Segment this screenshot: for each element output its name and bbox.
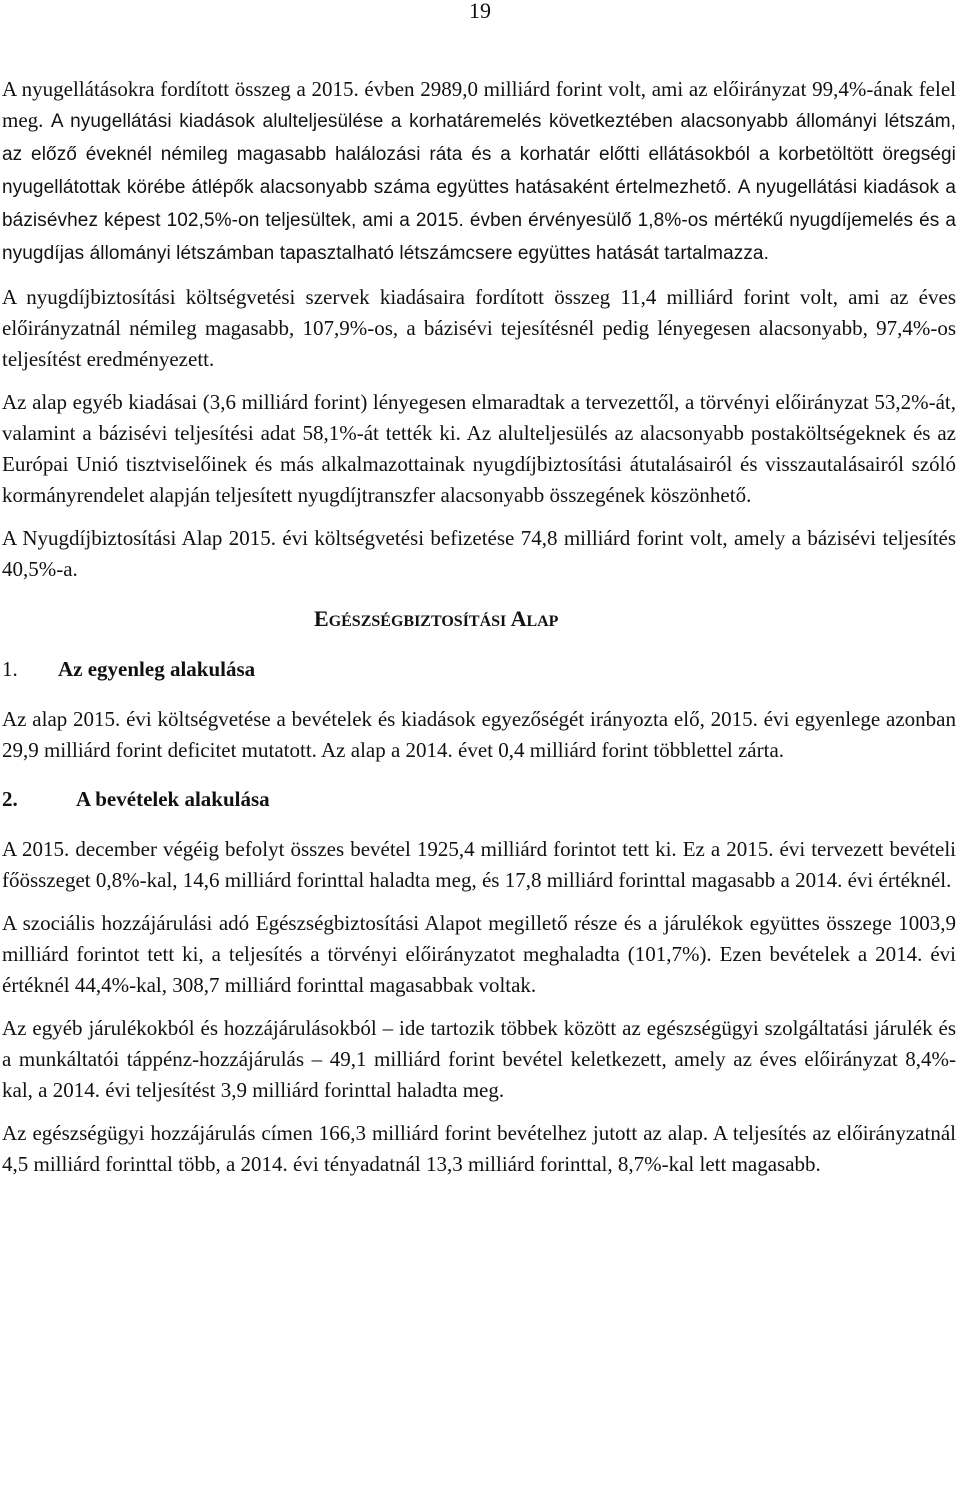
heading-revenues xyxy=(2,784,956,814)
paragraph-other-expenditure: Az alap egyéb kiadásai (3,6 milliárd forint) lényegesen elmaradtak a tervezettől, a törvényi előirányzat 53,2%-át, valamint a bázisévi teljesítési adat 58,1%-át tették ki. Az alulteljesülés az alacsonyabb postaköltségeknek és az Európai Unió tisztviselőinek és más alkalmazottainak nyugdíjbiztosítási átutalásairól és visszautalásairól szóló kormányrendelet alapján teljesített nyugdíjtranszfer alacsonyabb összegének köszönhető. xyxy=(2,390,956,507)
section-title-rest: GÉSZSÉGBIZTOSÍTÁSI xyxy=(328,613,507,630)
heading-number: 2. xyxy=(2,787,18,811)
heading-text: Az egyenleg alakulása xyxy=(58,657,256,681)
paragraph-pension-expenditure xyxy=(2,74,956,270)
page-content xyxy=(2,74,956,1192)
paragraph-budget-payment: A Nyugdíjbiztosítási Alap 2015. évi költségvetési befizetése 74,8 milliárd forint volt, amely a bázisévi teljesítés 40,5%-a. xyxy=(2,526,956,581)
paragraph-total-revenue: A 2015. december végéig befolyt összes bevétel 1925,4 milliárd forintot tett ki. Ez a 2015. évi tervezett bevételi főösszeget 0,8%-kal, 14,6 milliárd forinttal haladta meg, és 17,8 milliárd forinttal magasabb a 2014. évi értéknél. xyxy=(2,837,956,892)
page-number: 19 xyxy=(469,0,491,23)
paragraph-budget-bodies: A nyugdíjbiztosítási költségvetési szervek kiadásaira fordított összeg 11,4 milliárd forint volt, ami az éves előirányzatnál némileg magasabb, 107,9%-os, a bázisévi tejesítésnél pedig lényegesen alacsonyabb, 97,4%-os teljesítést eredményezett. xyxy=(2,285,956,371)
paragraph-health-contribution: Az egészségügyi hozzájárulás címen 166,3 milliárd forint bevételhez jutott az alap. A teljesítés az előirányzatnál 4,5 milliárd forinttal több, a 2014. évi tényadatnál 13,3 milliárd forinttal, 8,7%-kal lett magasabb. xyxy=(2,1121,956,1176)
paragraph-text: A nyugellátásokra fordított összeg a 2015. évben 2989,0 milliárd forint volt, ami az előirányzat 99,4%-ának felel meg. xyxy=(2,77,956,132)
section-title-initial: E xyxy=(314,606,329,631)
paragraph-other-contributions: Az egyéb járulékokból és hozzájárulásokból – ide tartozik többek között az egészségügyi szolgáltatási járulék és a munkáltatói táppénz-hozzájárulás – 49,1 milliárd forint bevétel keletkezett, amely az éves előirányzat 8,4%-kal, a 2014. évi teljesítést 3,9 milliárd forinttal haladta meg. xyxy=(2,1016,956,1102)
heading-text: A bevételek alakulása xyxy=(76,787,270,811)
paragraph-social-contribution: A szociális hozzájárulási adó Egészségbiztosítási Alapot megillető része és a járulékok együttes összege 1003,9 milliárd forintot tett ki, a teljesítés a törvényi előirányzatot meghaladta (101,7%). Ezen bevételek a 2014. évi értéknél 44,4%-kal, 308,7 milliárd forinttal magasabbak voltak. xyxy=(2,911,956,997)
paragraph-text: A nyugellátási kiadások alulteljesülése a korhatáremelés következtében alacsonyabb állományi létszám, az előző éveknél némileg magasabb halálozási ráta és a korhatár előtti ellátásokból a korbetöltött öregségi nyugellátottak körébe átlépők alacsonyabb száma együttes hatásaként értelmezhető. xyxy=(2,111,956,198)
heading-balance xyxy=(2,654,956,684)
section-title-initial: A xyxy=(510,606,527,631)
section-title-rest: LAP xyxy=(526,613,559,630)
paragraph-balance: Az alap 2015. évi költségvetése a bevételek és kiadások egyezőségét irányozta elő, 2015. évi egyenlege azonban 29,9 milliárd forint deficitet mutatott. Az alap a 2014. évet 0,4 milliárd forint többlettel zárta. xyxy=(2,707,956,762)
section-title xyxy=(314,605,956,636)
heading-number: 1. xyxy=(2,657,18,681)
paragraph-text: A nyugellátási kiadások a bázisévhez képest 102,5%-on teljesültek, ami a 2015. évben érvényesülő 1,8%-os mértékű nyugdíjemelés és a nyugdíjas állományi létszámban tapasztalható létszámcsere együttes hatását tartalmazza. xyxy=(2,177,956,264)
